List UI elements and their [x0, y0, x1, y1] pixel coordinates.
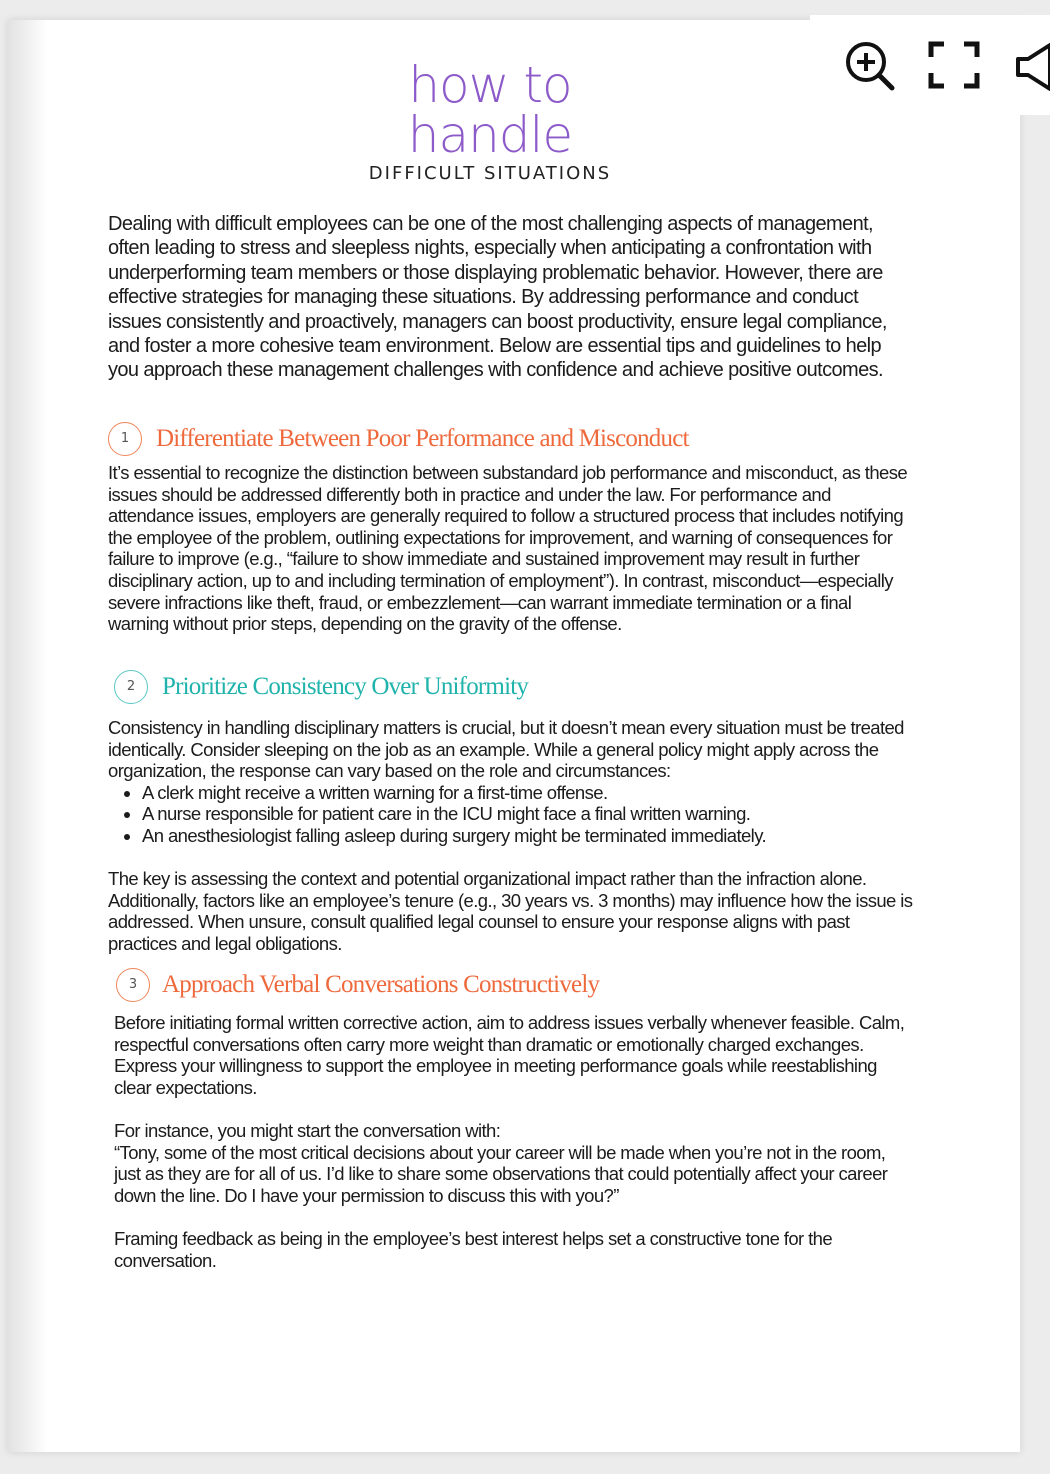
section-2-paragraph: Consistency in handling disciplinary matters is crucial, but it doesn’t mean every situation must be treated identically. Consider sleeping on the job as an example. While a general policy might apply across the organization, the response can vary based on the role and circumstances: [108, 717, 904, 782]
fullscreen-icon[interactable] [926, 39, 982, 91]
list-item: • An anesthesiologist falling asleep during surgery might be terminated immediately. [142, 825, 913, 847]
list-item: • A clerk might receive a written warning for a first-time offense. [142, 782, 913, 804]
section-title: Differentiate Between Poor Performance and Misconduct [156, 425, 689, 452]
section-3-paragraph: Before initiating formal written corrective action, aim to address issues verbally whenever feasible. Calm, respectful conversations often carry more weight than dramatic or emotionally charged exchanges. Express your willingness to support the employee in meeting performance goals while reestablishing clear expectations. [114, 1012, 905, 1098]
section-title: Approach Verbal Conversations Constructively [162, 971, 600, 998]
title-line-2: handle [407, 106, 573, 164]
section-1-body [108, 462, 913, 635]
section-3-paragraph: For instance, you might start the conversation with: [114, 1119, 501, 1141]
section-2-body [108, 717, 913, 955]
section-title: Prioritize Consistency Over Uniformity [162, 673, 529, 700]
viewer-toolbar [810, 15, 1050, 115]
paragraph-gap [114, 1098, 914, 1120]
section-number-badge: 1 [108, 422, 142, 456]
page-edge-shadow [8, 20, 48, 1452]
section-3-body [114, 1012, 914, 1271]
subtitle: DIFFICULT SITUATIONS [368, 163, 612, 184]
zoom-in-icon[interactable] [842, 39, 898, 91]
section-1-paragraph: It’s essential to recognize the distinction between substandard job performance and misconduct, as these issues should be addressed differently both in practice and under the law. For performance and attendance issues, employers are generally required to follow a structured process that includes notifying the employee of the problem, outlining expectations for improvement, and warning of consequences for failure to improve (e.g., “failure to show immediate and sustained improvement may result in further disciplinary action, up to and including termination of employment”). In contrast, misconduct—especially severe infractions like theft, fraud, or embezzlement—can warrant immediate termination or a final warning without prior steps, depending on the gravity of the offense. [108, 462, 908, 635]
paragraph-gap [114, 1206, 914, 1228]
example-list [108, 782, 913, 847]
section-number-badge: 3 [116, 968, 150, 1002]
section-2-paragraph: The key is assessing the context and potential organizational impact rather than the infraction alone. Additionally, factors like an employee’s tenure (e.g., 30 years vs. 3 months) may influence how the issue is addressed. When unsure, consult qualified legal counsel to ensure your response aligns with past practices and legal obligations. [108, 868, 913, 954]
title-line-1: how to [408, 56, 572, 114]
example-quote: “Tony, some of the most critical decisions about your career will be made when you’re not in the room, just as they are for all of us. I’d like to share some observations that could potentially affect your career down the line. Do I have your permission to discuss this with you?” [114, 1141, 888, 1206]
section-3-paragraph: Framing feedback as being in the employee’s best interest helps set a constructive tone for the conversation. [114, 1227, 833, 1271]
list-item: • A nurse responsible for patient care in the ICU might face a final written warning. [142, 803, 913, 825]
paragraph-gap [108, 847, 913, 869]
speaker-icon[interactable] [1014, 41, 1050, 93]
section-number-badge: 2 [114, 670, 148, 704]
intro-paragraph: Dealing with difficult employees can be one of the most challenging aspects of management, often leading to stress and sleepless nights, especially when anticipating a confrontation with underperforming team members or those displaying problematic behavior. However, there are effective strategies for managing these situations. By addressing performance and conduct issues consistently and proactively, managers can boost productivity, ensure legal compliance, and foster a more cohesive team environment. Below are essential tips and guidelines to help you approach these management challenges with confidence and achieve positive outcomes. [108, 213, 887, 382]
